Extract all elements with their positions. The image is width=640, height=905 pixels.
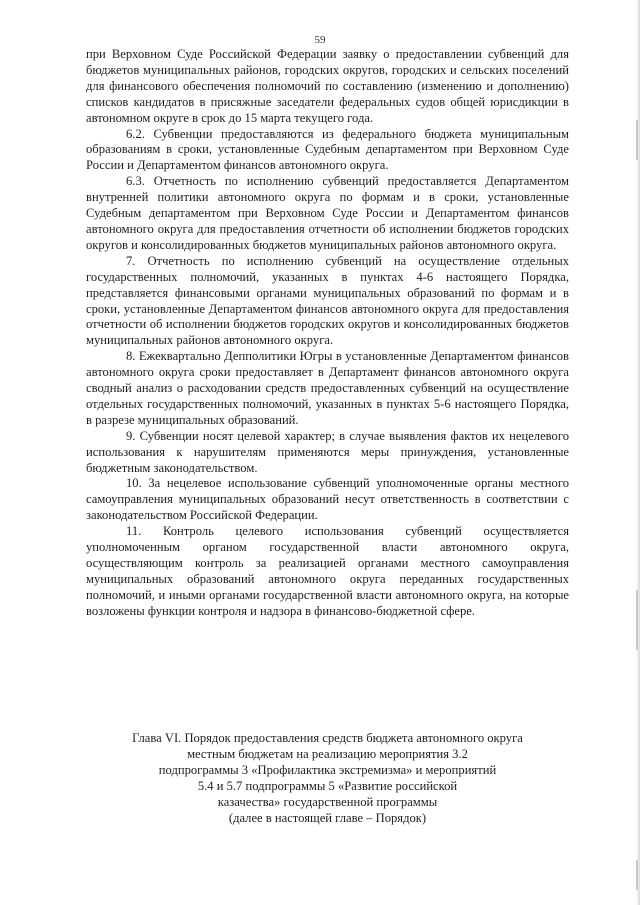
paragraph-continuation: при Верховном Суде Российской Федерации заявку о предоставлении субвенций для бюджетов муниципальных районов, городских округов, городских и сельских поселений для финансового обеспечения полномочий по составлению (изменению и дополнению) списков кандидатов в присяжные заседатели федеральных судов общей юрисдикции в автономном округе в срок до 15 марта текущего года. (86, 47, 569, 125)
scan-artifact (636, 120, 638, 160)
paragraph-9: 9. Субвенции носят целевой характер; в случае выявления фактов их нецелевого использования к нарушителям применяются меры принуждения, установленные бюджетным законодательством. (86, 428, 569, 475)
chapter-heading-line: подпрограммы 3 «Профилактика экстремизма» и мероприятий (158, 762, 497, 777)
paragraph-6-3: 6.3. Отчетность по исполнению субвенций предоставляется Департаментом внутренней политики автономного округа по формам и в сроки, установленные Судебным департаментом при Верховном Суде России и Департаментом финансов автономного округа для предоставления отчетности об исполнении бюджетов городских округов и консолидированных бюджетов муниципальных районов автономного округа. (86, 174, 569, 252)
chapter-heading-line: казачества» государственной программы (217, 794, 438, 809)
paragraph-11: 11. Контроль целевого использования субвенций осуществляется уполномоченным органом государственной власти автономного округа, осуществляющим контроль за реализацией органами местного самоуправления муниципальных образований автономного округа переданных государственных полномочий, и иными органами государственной власти автономного округа, на которые возложены функции контроля и надзора в финансово-бюджетной сфере. (86, 524, 569, 618)
paragraph-6-2: 6.2. Субвенции предоставляются из федерального бюджета муниципальным образованиям в сроки, установленные Судебным департаментом при Верховном Суде России и Департаментом финансов автономного округа. (86, 126, 569, 173)
scan-artifact (636, 590, 638, 650)
paragraph-10: 10. За нецелевое использование субвенций уполномоченные органы местного самоуправления муниципальных образований несут ответственность в соответствии с законодательством Российской Федерации. (86, 476, 569, 523)
chapter-heading-line: 5.4 и 5.7 подпрограммы 5 «Развитие российской (197, 778, 458, 793)
document-body (86, 47, 569, 620)
page-number: 59 (314, 34, 326, 46)
scan-artifact (636, 860, 638, 890)
chapter-heading-line: местным бюджетам на реализацию мероприятия 3.2 (187, 746, 468, 761)
paragraph-8: 8. Ежеквартально Депполитики Югры в установленные Департаментом финансов автономного округа сроки предоставляет в Департамент финансов автономного округа сводный анализ о расходовании средств предоставленных субвенций на осуществление отдельных государственных полномочий, указанных в пунктах 5-6 настоящего Порядка, в разрезе муниципальных образований. (86, 349, 569, 427)
paragraph-7: 7. Отчетность по исполнению субвенций на осуществление отдельных государственных полномочий, указанных в пунктах 4-6 настоящего Порядка, представляется финансовыми органами муниципальных образований по формам и в сроки, установленные Департаментом финансов автономного округа для предоставления отчетности об исполнении бюджетов городских округов и консолидированных бюджетов муниципальных районов автономного округа. (86, 253, 569, 348)
chapter-heading (86, 731, 569, 826)
chapter-heading-line: (далее в настоящей главе – Порядок) (228, 810, 427, 825)
chapter-heading-line: Глава VI. Порядок предоставления средств бюджета автономного округа (132, 731, 523, 745)
